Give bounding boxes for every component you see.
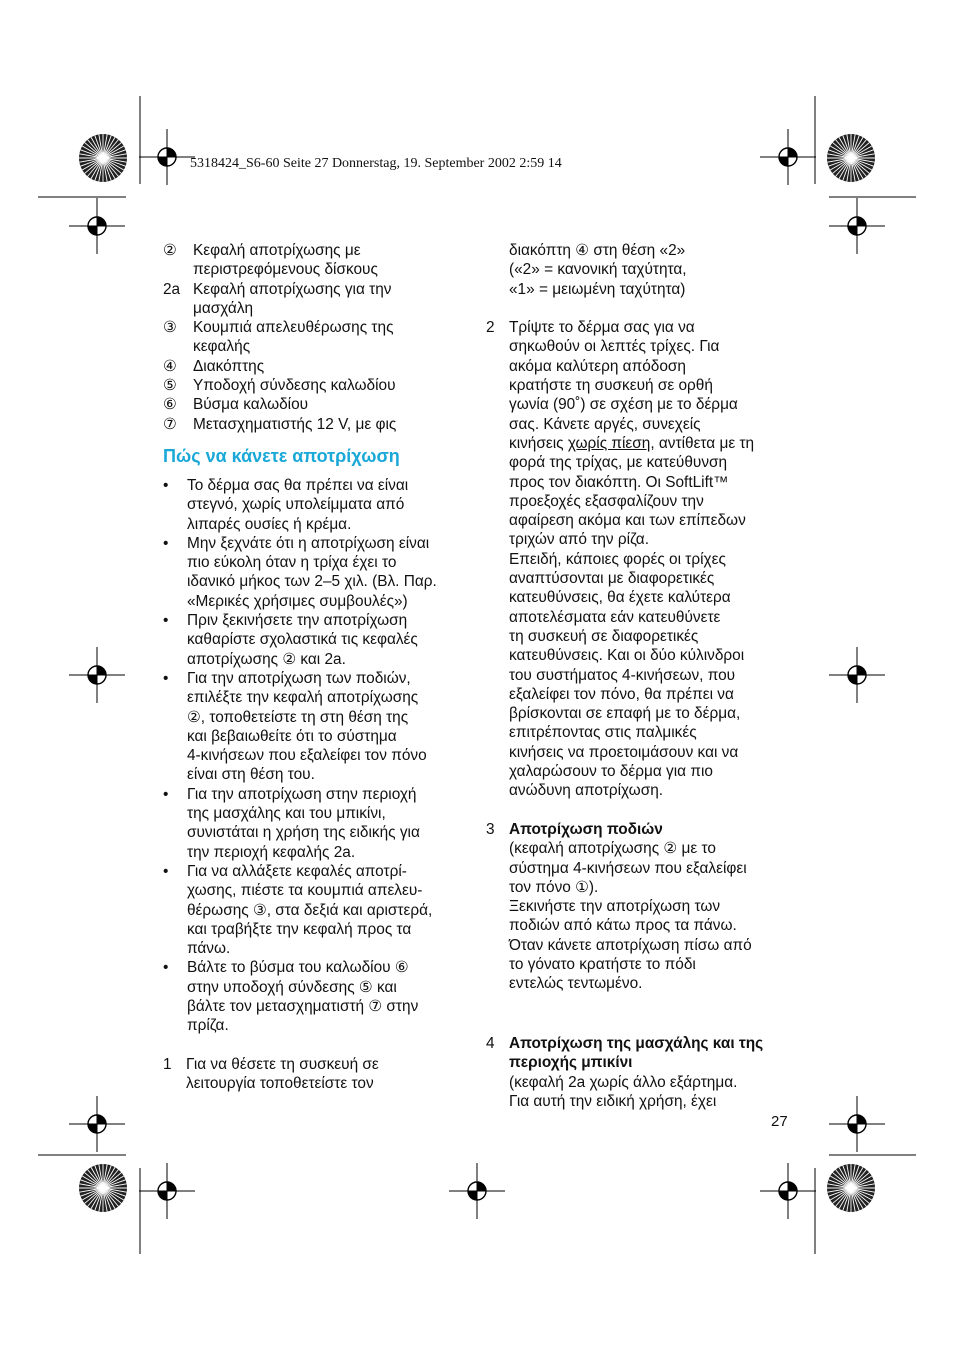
bullet-line: αποτρίχωσης ② και 2a. xyxy=(187,650,346,668)
bullet-line: Για την αποτρίχωση στην περιοχή xyxy=(187,785,417,803)
step-line xyxy=(509,434,754,453)
registration-quadrant xyxy=(88,675,97,684)
step-line: Επειδή, κάποιες φορές οι τρίχες xyxy=(509,550,726,568)
registration-mark xyxy=(69,1096,125,1152)
part-text xyxy=(193,376,396,395)
color-target-mark xyxy=(79,1164,127,1212)
left-column xyxy=(163,241,475,1093)
bullet-line: «Μερικές χρήσιμες συμβουλές») xyxy=(187,592,408,610)
part-number: ③ xyxy=(163,319,177,337)
step-4 xyxy=(486,1034,791,1111)
spacer xyxy=(486,801,791,820)
registration-quadrant xyxy=(848,226,857,235)
bullet-line: στην υποδοχή σύνδεσης ⑤ και xyxy=(187,978,397,996)
registration-quadrant xyxy=(779,157,788,166)
part-item xyxy=(163,415,475,434)
bullet-line: βάλτε τον μετασχηματιστή ⑦ στην xyxy=(187,997,419,1015)
bullet-item xyxy=(163,669,475,785)
part-line: Κουμπιά απελευθέρωσης της xyxy=(193,319,394,337)
step-line: Για να θέσετε τη συσκευή σε xyxy=(186,1055,379,1073)
bullet-item xyxy=(163,611,475,669)
step-line: κατευθύνσεις. Και οι δύο κύλινδροι xyxy=(509,647,745,665)
step-line: το γόνατο κρατήστε το πόδι xyxy=(509,955,696,973)
spacer xyxy=(163,1036,475,1055)
bullet-line: Μην ξεχνάτε ότι η αποτρίχωση είναι xyxy=(187,534,430,552)
bullet-line: και τραβήξτε την κεφαλή προς τα xyxy=(187,920,412,938)
registration-quadrant xyxy=(97,1115,106,1124)
bullet-line: ιδανικό μήκος των 2–5 χιλ. (Βλ. Παρ. xyxy=(187,573,437,591)
step-line: βρίσκονται σε επαφή με το δέρμα, xyxy=(509,705,741,723)
registration-mark xyxy=(829,198,885,254)
bullet-text xyxy=(187,958,418,1035)
step-line: Όταν κάνετε αποτρίχωση πίσω από xyxy=(509,936,752,954)
registration-mark xyxy=(449,1163,505,1219)
registration-quadrant xyxy=(88,226,97,235)
registration-quadrant xyxy=(779,1191,788,1200)
step-line: κινήσεις να προετοιμάσουν και να xyxy=(509,743,739,761)
bullet-line: Το δέρμα σας θα πρέπει να είναι xyxy=(187,476,409,494)
part-text xyxy=(193,357,264,376)
bullet-line: χωσης, πιέστε τα κουμπιά απελευ- xyxy=(187,882,423,900)
bullet-line: Πριν ξεκινήσετε την αποτρίχωση xyxy=(187,612,408,630)
step-line: διακόπτη ④ στη θέση «2» xyxy=(509,242,686,259)
step-number: 1 xyxy=(163,1055,172,1073)
bullet-line: πρίζα. xyxy=(187,1017,229,1035)
bullet-line: Για την αποτρίχωση των ποδιών, xyxy=(187,669,411,687)
color-target-center xyxy=(848,155,854,161)
step-line: χαλαρώσουν το δέρμα για πιο xyxy=(509,763,713,781)
bullet-line: καθαρίστε σχολαστικά τις κεφαλές xyxy=(187,631,418,649)
registration-mark xyxy=(760,1163,816,1219)
part-text xyxy=(193,415,396,434)
step-line: Ξεκινήστε την αποτρίχωση των xyxy=(509,898,721,916)
bullet-text xyxy=(187,669,427,785)
color-target-center xyxy=(100,1185,106,1191)
step-line: εξαλείφει τον πόνο, θα πρέπει να xyxy=(509,685,734,703)
step-line: σας. Κάνετε αργές, συνεχείς xyxy=(509,415,701,433)
step-line: αποτελέσματα εάν κατευθύνετε xyxy=(509,608,721,626)
bullet-line: πιο εύκολη όταν η τρίχα έχει το xyxy=(187,554,397,572)
step-line: γωνία (90˚) σε σχέση με το δέρμα xyxy=(509,396,738,414)
step-title: Αποτρίχωση της μασχάλης και της xyxy=(509,1035,764,1053)
bullet-item xyxy=(163,476,475,534)
bullet-item xyxy=(163,862,475,958)
step-line: εντελώς τεντωμένο. xyxy=(509,975,643,993)
part-line: μασχάλη xyxy=(193,299,254,317)
step-line: λειτουργία τοποθετείστε τον xyxy=(186,1075,374,1093)
step-line: σύστημα 4-κινήσεων που εξαλείφει xyxy=(509,859,747,877)
bullet-line: ②, τοποθετείστε τη στη θέση της xyxy=(187,708,409,726)
bullet-dot: • xyxy=(163,785,169,803)
bullet-line: επιλέξτε την κεφαλή αποτρίχωσης xyxy=(187,689,419,707)
step-line: προεξοχές εξασφαλίζουν την xyxy=(509,492,704,510)
bullet-line: 4-κινήσεων που εξαλείφει τον πόνο xyxy=(187,747,427,765)
step-number: 4 xyxy=(486,1035,495,1053)
underlined-emphasis: χωρίς πίεση xyxy=(567,434,651,452)
part-number: ⑤ xyxy=(163,377,177,395)
registration-mark xyxy=(139,129,195,185)
step-line: («2» = κανονική ταχύτητα, xyxy=(509,261,687,279)
registration-quadrant xyxy=(848,1124,857,1133)
step-3-body xyxy=(509,839,752,993)
part-line: Κεφαλή αποτρίχωσης για την xyxy=(193,280,392,298)
step-1-continued xyxy=(486,241,791,299)
bullet-item xyxy=(163,534,475,611)
step-line: σηκωθούν οι λεπτές τρίχες. Για xyxy=(509,338,720,356)
registration-mark xyxy=(760,129,816,185)
spacer xyxy=(486,994,791,1033)
step-text: , αντίθετα με τη xyxy=(650,434,755,452)
part-line: περιστρεφόμενους δίσκους xyxy=(193,261,378,279)
part-item xyxy=(163,376,475,395)
section-title: Πώς να κάνετε αποτρίχωση xyxy=(163,445,400,466)
color-target-mark xyxy=(79,134,127,182)
bullet-item xyxy=(163,785,475,862)
bullet-line: Για να αλλάξετε κεφαλές αποτρί- xyxy=(187,862,407,880)
step-line: Για αυτή την ειδική χρήση, έχει xyxy=(509,1093,717,1111)
registration-quadrant xyxy=(857,217,866,226)
step-line: (κεφαλή 2a χωρίς άλλο εξάρτημα. xyxy=(509,1073,738,1091)
bullet-line: την περιοχή κεφαλής 2a. xyxy=(187,843,356,861)
step-2 xyxy=(486,318,791,800)
registration-quadrant xyxy=(158,1191,167,1200)
bullet-text xyxy=(187,785,420,862)
step-line: (κεφαλή αποτρίχωσης ② με το xyxy=(509,840,716,858)
step-number: 3 xyxy=(486,820,495,838)
registration-quadrant xyxy=(158,157,167,166)
step-line: του συστήματος 4-κινήσεων, που xyxy=(509,666,736,684)
registration-mark xyxy=(829,1096,885,1152)
bullet-dot: • xyxy=(163,534,169,552)
part-number: ④ xyxy=(163,357,177,375)
bullet-line: της μασχάλης και του μπικίνι, xyxy=(187,805,386,823)
parts-list xyxy=(163,241,475,434)
bullet-text xyxy=(187,862,432,958)
registration-mark xyxy=(69,198,125,254)
bullet-dot: • xyxy=(163,669,169,687)
step-line: προς τον διακόπτη. Οι SoftLift™ xyxy=(509,473,729,491)
color-target-mark xyxy=(827,134,875,182)
bullet-line: είναι στη θέση του. xyxy=(187,766,315,784)
color-target-mark xyxy=(827,1164,875,1212)
part-item xyxy=(163,357,475,376)
step-line: Τρίψτε το δέρμα σας για να xyxy=(509,319,695,337)
bullet-dot: • xyxy=(163,862,169,880)
color-target-center xyxy=(100,155,106,161)
bullet-line: λιπαρές ουσίες ή κρέμα. xyxy=(187,515,352,533)
page-number: 27 xyxy=(771,1113,788,1130)
step-line: τη συσκευή σε διαφορετικές xyxy=(509,627,699,645)
registration-quadrant xyxy=(857,1115,866,1124)
part-item xyxy=(163,318,475,357)
registration-mark xyxy=(829,647,885,703)
part-number: ⑥ xyxy=(163,396,177,414)
registration-quadrant xyxy=(788,1182,797,1191)
bullet-dot: • xyxy=(163,959,169,977)
part-line: Βύσμα καλωδίου xyxy=(193,396,309,414)
bullet-line: Βάλτε το βύσμα του καλωδίου ⑥ xyxy=(187,959,409,977)
bullet-text xyxy=(187,611,418,669)
bullet-item xyxy=(163,958,475,1035)
bullet-dot: • xyxy=(163,476,169,494)
step-2-paragraph xyxy=(509,550,754,801)
part-item xyxy=(163,395,475,414)
step-line: κρατήστε τη συσκευή σε ορθή xyxy=(509,377,713,395)
bullet-line: και βεβαιωθείτε ότι το σύστημα xyxy=(187,727,397,745)
registration-quadrant xyxy=(468,1191,477,1200)
bullet-text xyxy=(187,476,408,534)
registration-mark xyxy=(139,1163,195,1219)
part-item xyxy=(163,280,475,319)
step-title: Αποτρίχωση ποδιών xyxy=(509,820,663,838)
step-1 xyxy=(163,1055,475,1094)
spacer xyxy=(486,299,791,318)
step-text: κινήσεις xyxy=(509,434,568,452)
bullet-list xyxy=(163,476,475,1036)
part-number: 2a xyxy=(163,280,181,298)
registration-quadrant xyxy=(848,675,857,684)
part-text xyxy=(193,241,378,280)
part-line: Διακόπτης xyxy=(193,357,265,375)
part-line: Μετασχηματιστής 12 V, με φις xyxy=(193,415,397,433)
bullet-line: θέρωσης ③, στα δεξιά και αριστερά, xyxy=(187,901,433,919)
print-slug-header: 5318424_S6-60 Seite 27 Donnerstag, 19. September 2002 2:59 14 xyxy=(190,156,562,171)
step-title: περιοχής μπικίνι xyxy=(509,1054,633,1072)
step-line: κατευθύνσεις, θα έχετε καλύτερα xyxy=(509,589,731,607)
bullet-line: πάνω. xyxy=(187,940,231,958)
part-line: Κεφαλή αποτρίχωσης με xyxy=(193,242,361,259)
step-line: επιτρέποντας στις παλμικές xyxy=(509,724,697,742)
registration-quadrant xyxy=(167,1182,176,1191)
registration-quadrant xyxy=(788,148,797,157)
part-number: ⑦ xyxy=(163,415,177,433)
part-text xyxy=(193,395,308,414)
bullet-text xyxy=(187,534,437,611)
step-line: φορά της τρίχας, με κατεύθυνση xyxy=(509,454,728,472)
part-line: Υποδοχή σύνδεσης καλωδίου xyxy=(193,377,396,395)
registration-quadrant xyxy=(167,148,176,157)
step-line: τον πόνο ①). xyxy=(509,878,599,896)
step-line: «1» = μειωμένη ταχύτητα) xyxy=(509,280,686,298)
step-line: αναπτύσονται με διαφορετικές xyxy=(509,570,715,588)
step-line: ανώδυνη αποτρίχωση. xyxy=(509,782,664,800)
step-line: ακόμα καλύτερη απόδοση xyxy=(509,357,686,375)
step-line: τριχών από την ρίζα. xyxy=(509,531,649,549)
step-number: 2 xyxy=(486,319,495,337)
bullet-dot: • xyxy=(163,612,169,630)
part-line: κεφαλής xyxy=(193,338,251,356)
bullet-line: συνιστάται η χρήση της ειδικής για xyxy=(187,824,420,842)
registration-quadrant xyxy=(97,217,106,226)
bullet-line: στεγνό, χωρίς υπολείμματα από xyxy=(187,496,405,514)
right-column xyxy=(486,241,791,1111)
registration-quadrant xyxy=(477,1182,486,1191)
step-line: αφαίρεση ακόμα και των επίπεδων xyxy=(509,512,746,530)
step-line: ποδιών από κάτω προς τα πάνω. xyxy=(509,917,737,935)
registration-quadrant xyxy=(97,666,106,675)
part-text xyxy=(193,280,392,319)
part-text xyxy=(193,318,393,357)
registration-quadrant xyxy=(88,1124,97,1133)
part-item xyxy=(163,241,475,280)
registration-quadrant xyxy=(857,666,866,675)
part-number: ② xyxy=(163,242,177,259)
color-target-center xyxy=(848,1185,854,1191)
registration-mark xyxy=(69,647,125,703)
step-3 xyxy=(486,820,791,994)
